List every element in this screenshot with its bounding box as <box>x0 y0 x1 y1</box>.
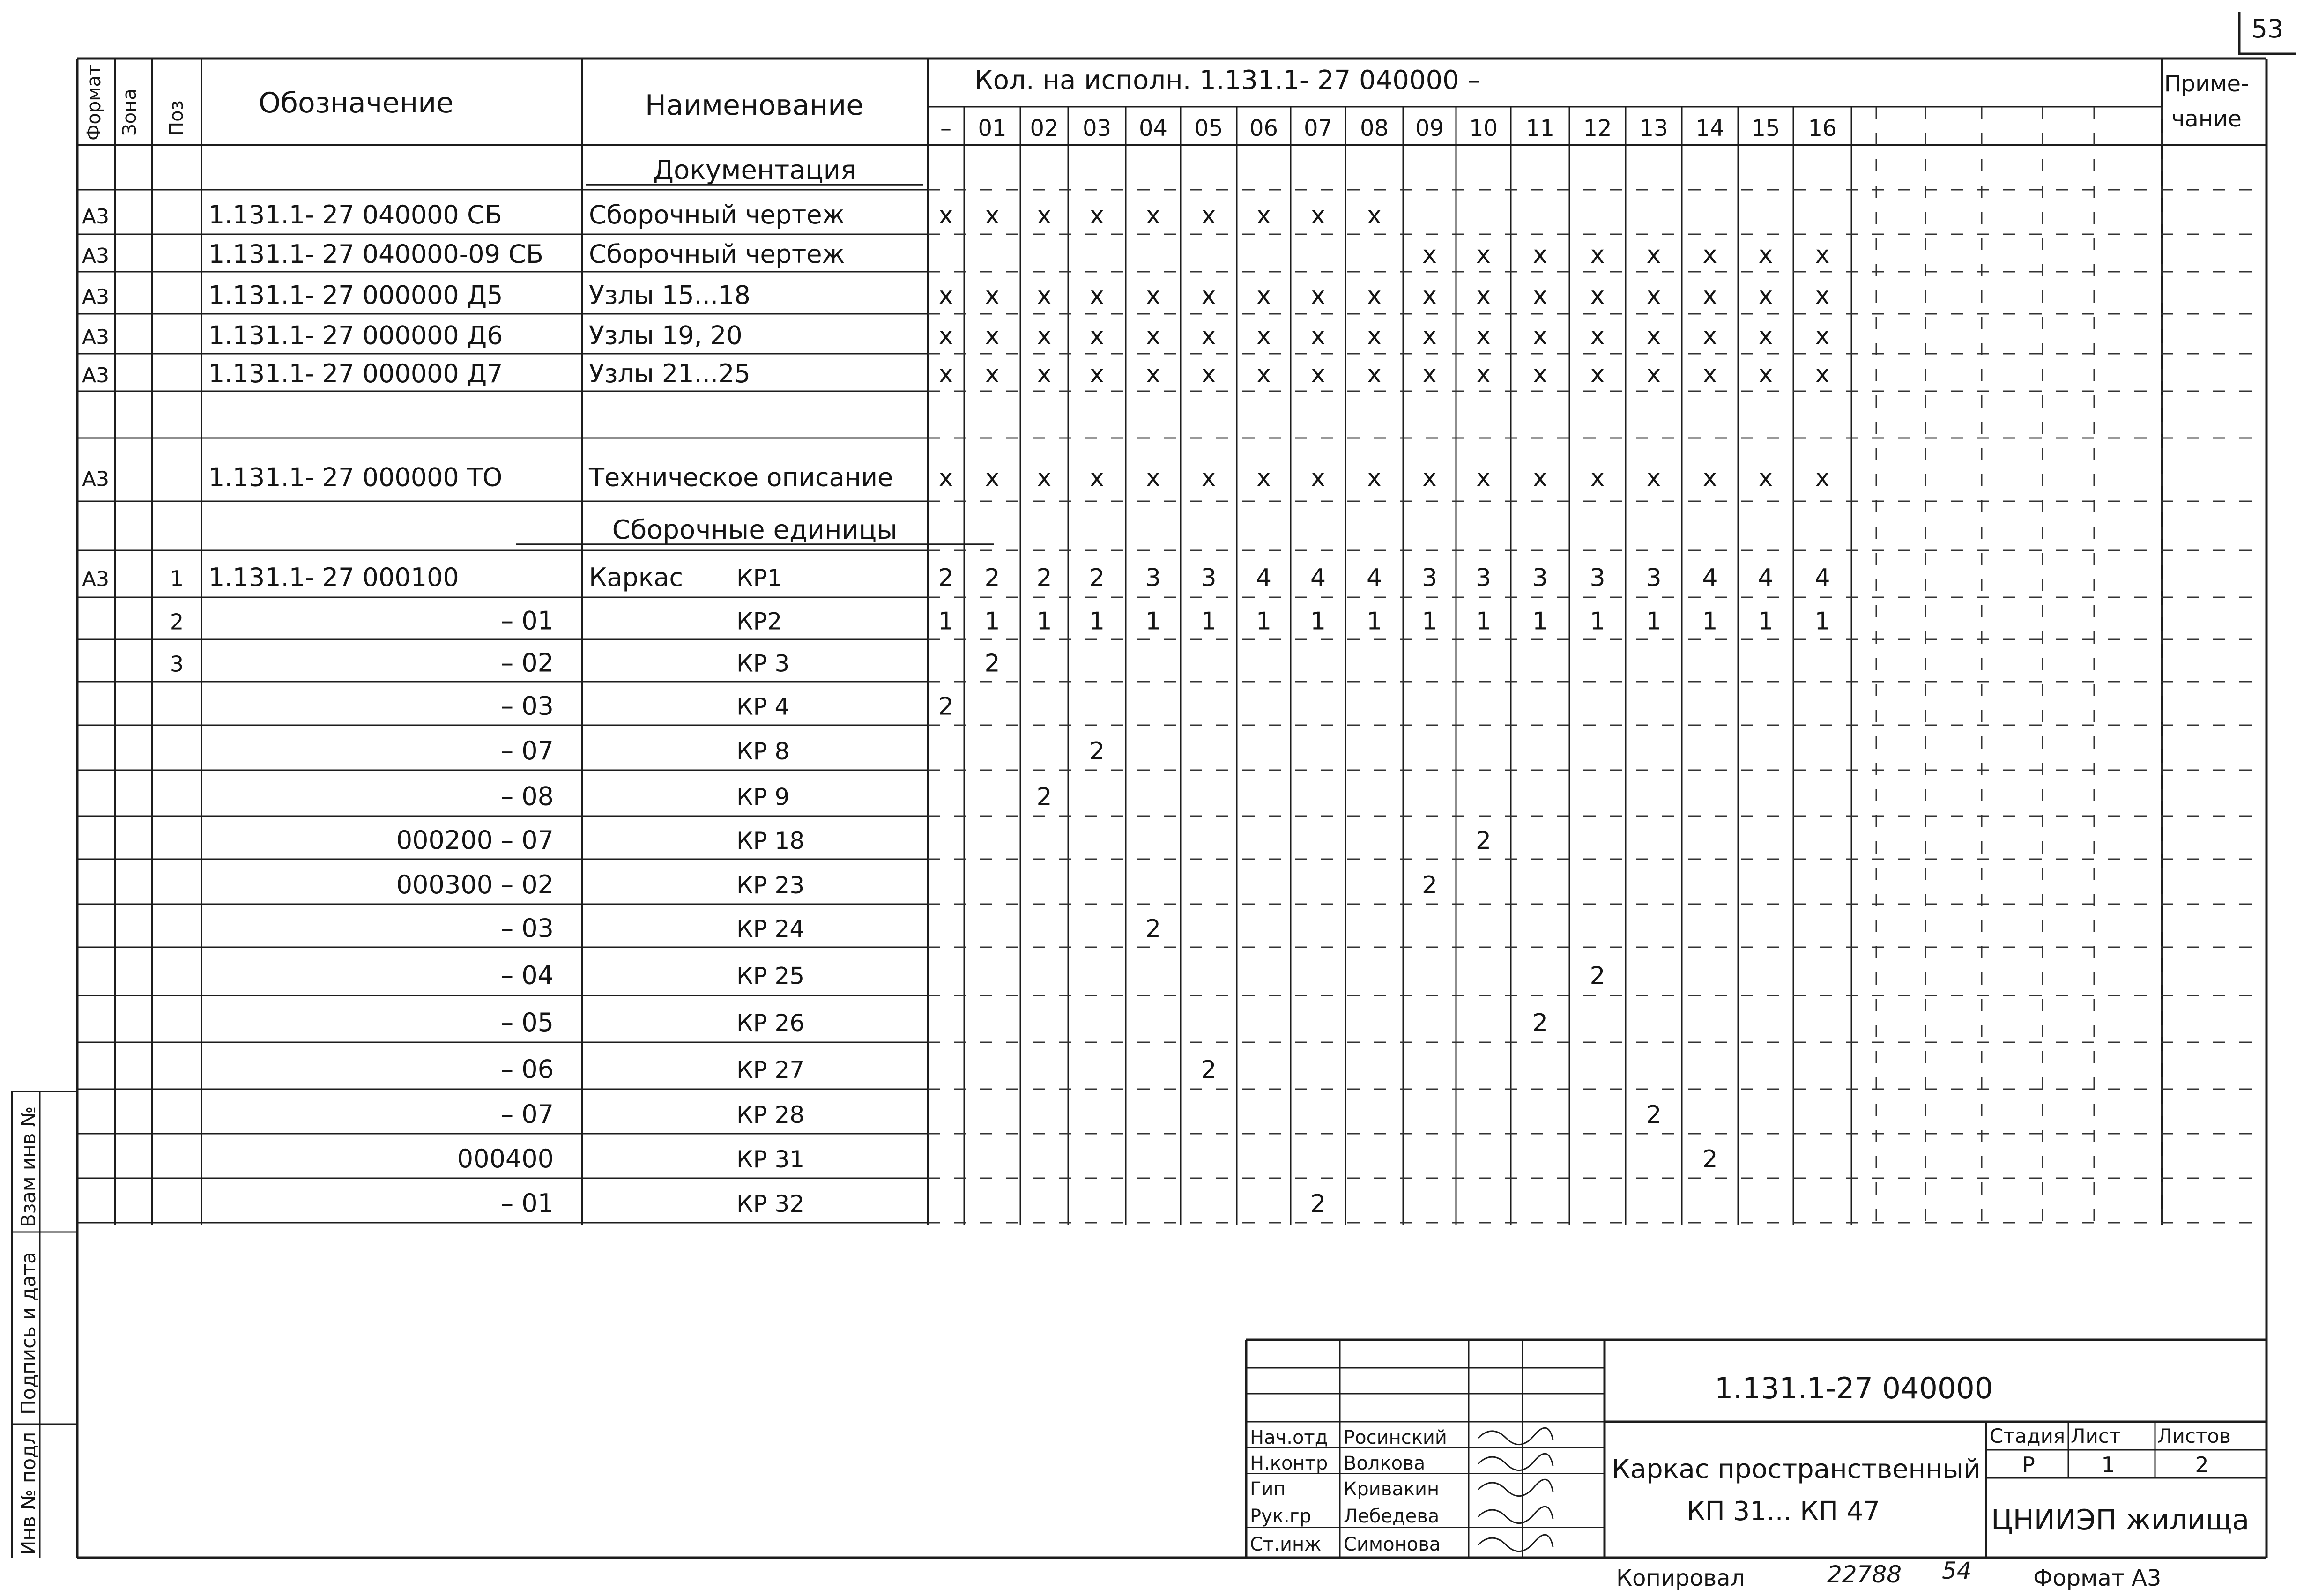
designation-cell: – 04 <box>501 960 554 990</box>
variant-label: 08 <box>1360 115 1389 141</box>
variant-label: 10 <box>1469 115 1498 141</box>
name-cell: Каркас <box>589 563 684 592</box>
qty-cell: x <box>1702 464 1717 492</box>
qty-cell: 2 <box>984 649 1000 678</box>
qty-cell: 4 <box>1310 564 1326 592</box>
qty-cell: x <box>938 282 953 310</box>
qty-cell: x <box>1476 360 1491 388</box>
mark-cell: КР 28 <box>736 1101 805 1129</box>
header-designation: Обозначение <box>258 87 454 119</box>
sheet-value: 1 <box>2101 1452 2115 1477</box>
mark-cell: КР1 <box>736 564 782 592</box>
qty-cell: x <box>1422 282 1437 310</box>
signature-scribble <box>1478 1428 1553 1444</box>
qty-cell: 2 <box>1145 914 1161 943</box>
stage-value: Р <box>2022 1452 2035 1477</box>
mark-cell: КР 31 <box>736 1146 805 1173</box>
qty-cell: 2 <box>1201 1056 1217 1084</box>
qty-cell: x <box>938 322 953 350</box>
table-row <box>501 691 953 721</box>
mark-cell: КР 4 <box>736 693 790 720</box>
variant-label: 03 <box>1082 115 1112 141</box>
designation-cell: 1.131.1- 27 000000 ТО <box>208 462 503 492</box>
qty-cell: x <box>1146 282 1160 310</box>
table-row <box>82 563 1830 592</box>
qty-cell: 3 <box>1590 564 1605 592</box>
header-zone: Зона <box>119 89 141 136</box>
qty-cell: 1 <box>1758 607 1774 636</box>
qty-cell: x <box>1646 464 1661 492</box>
title-line1: Каркас пространственный <box>1612 1454 1981 1485</box>
designation-cell: – 02 <box>501 648 554 678</box>
designation-cell: – 08 <box>501 781 554 811</box>
qty-cell: 1 <box>1475 607 1492 636</box>
qty-cell: 1 <box>938 607 954 636</box>
name-cell: Сборочный чертеж <box>589 239 845 269</box>
qty-cell: x <box>1201 322 1216 350</box>
qty-cell: 1 <box>1310 607 1326 636</box>
qty-cell: x <box>1367 282 1382 310</box>
qty-cell: x <box>1367 322 1382 350</box>
table-row <box>501 1008 1548 1037</box>
qty-cell: 2 <box>1532 1009 1548 1037</box>
designation-cell: 1.131.1- 27 040000-09 СБ <box>208 239 543 269</box>
format-cell: А3 <box>82 363 110 387</box>
header-pos: Поз <box>166 100 187 136</box>
qty-cell: 2 <box>1036 564 1052 592</box>
signature-scribble <box>1478 1507 1553 1523</box>
page-number-box <box>2239 12 2296 54</box>
qty-cell: x <box>1533 322 1547 350</box>
variant-label: 14 <box>1695 115 1724 141</box>
qty-cell: x <box>1090 464 1104 492</box>
pos-cell: 2 <box>170 609 184 635</box>
title-block <box>1250 1371 2249 1555</box>
qty-cell: x <box>1815 360 1830 388</box>
sheet-label: Лист <box>2071 1425 2121 1448</box>
qty-cell: x <box>1702 282 1717 310</box>
designation-cell: – 05 <box>501 1008 554 1037</box>
header-qty: Кол. на исполн. 1.131.1- 27 040000 – <box>974 65 1481 96</box>
section-row <box>586 155 923 186</box>
doc-number: 1.131.1-27 040000 <box>1715 1371 1993 1405</box>
qty-cell: x <box>1367 464 1382 492</box>
qty-cell: x <box>1590 240 1605 269</box>
qty-cell: x <box>1590 464 1605 492</box>
qty-cell: x <box>1422 360 1437 388</box>
table-row <box>82 359 1829 388</box>
qty-cell: x <box>1646 282 1661 310</box>
qty-cell: 2 <box>938 692 954 721</box>
qty-cell: x <box>1476 322 1491 350</box>
qty-cell: x <box>1422 322 1437 350</box>
qty-cell: x <box>1702 240 1717 269</box>
qty-cell: 4 <box>1702 564 1718 592</box>
qty-cell: 2 <box>1646 1101 1662 1129</box>
table-row <box>501 781 1052 811</box>
approval-name: Кривакин <box>1344 1478 1440 1500</box>
qty-cell: 1 <box>1089 607 1105 636</box>
signature-scribble <box>1478 1535 1553 1551</box>
qty-cell: x <box>1090 322 1104 350</box>
qty-cell: x <box>1422 464 1437 492</box>
variant-label: 06 <box>1249 115 1278 141</box>
qty-cell: x <box>1201 282 1216 310</box>
header-note-line2: чание <box>2171 106 2242 132</box>
qty-cell: x <box>1476 464 1491 492</box>
qty-cell: x <box>1646 240 1661 269</box>
table-row <box>82 239 1829 269</box>
mark-cell: КР 9 <box>736 783 790 811</box>
table-row <box>501 960 1605 990</box>
name-cell: Узлы 21...25 <box>589 358 751 388</box>
qty-cell: x <box>1146 360 1160 388</box>
qty-cell: x <box>1758 282 1773 310</box>
table-row <box>82 200 1382 230</box>
table-row <box>501 736 1105 765</box>
qty-cell: x <box>938 201 953 230</box>
qty-cell: x <box>1201 464 1216 492</box>
variant-label: 11 <box>1525 115 1555 141</box>
sheets-value: 2 <box>2195 1452 2209 1477</box>
qty-cell: 3 <box>1145 564 1161 592</box>
table-row <box>396 870 1437 899</box>
designation-cell: – 07 <box>501 1099 554 1129</box>
approval-name: Росинский <box>1344 1427 1447 1448</box>
sheets-label: Листов <box>2157 1425 2231 1448</box>
section-title: Документация <box>653 155 856 186</box>
side-stamp <box>17 1106 40 1555</box>
qty-cell: x <box>1590 360 1605 388</box>
qty-cell: 1 <box>1145 607 1161 636</box>
qty-cell: x <box>1311 464 1325 492</box>
designation-cell: 000400 <box>457 1144 554 1174</box>
qty-cell: x <box>1256 322 1271 350</box>
qty-cell: x <box>1590 322 1605 350</box>
mark-cell: КР 25 <box>736 962 805 990</box>
mark-cell: КР 24 <box>736 915 805 943</box>
name-cell: Сборочный чертеж <box>589 200 845 230</box>
qty-cell: x <box>938 464 953 492</box>
qty-cell: x <box>1422 240 1437 269</box>
qty-cell: x <box>1037 464 1052 492</box>
organization: ЦНИИЭП жилища <box>1991 1504 2250 1537</box>
qty-cell: 2 <box>1421 871 1438 899</box>
table-row <box>457 1144 1718 1173</box>
approval-name: Волкова <box>1344 1453 1426 1474</box>
designation-cell: – 07 <box>501 735 554 765</box>
signature-scribble <box>1478 1454 1553 1470</box>
table-row <box>82 280 1829 310</box>
qty-cell: x <box>1646 322 1661 350</box>
qty-cell: 1 <box>1646 607 1662 636</box>
mark-cell: КР 32 <box>736 1190 805 1218</box>
variant-label: 16 <box>1808 115 1837 141</box>
qty-cell: x <box>1037 322 1052 350</box>
designation-cell: 000200 – 07 <box>396 825 554 855</box>
qty-cell: x <box>1533 360 1547 388</box>
qty-cell: x <box>1146 201 1160 230</box>
section-row <box>516 515 994 545</box>
title-line2: КП 31... КП 47 <box>1687 1496 1880 1527</box>
qty-cell: x <box>1758 240 1773 269</box>
qty-cell: 4 <box>1256 564 1272 592</box>
page-number: 53 <box>2251 14 2284 44</box>
qty-cell: 1 <box>1702 607 1718 636</box>
mark-cell: КР 23 <box>736 871 805 899</box>
side-label-replace: Взам инв № <box>17 1106 40 1227</box>
qty-cell: x <box>1311 282 1325 310</box>
section-title: Сборочные единицы <box>612 514 898 545</box>
mark-cell: КР 27 <box>736 1056 805 1084</box>
qty-cell: x <box>985 282 1000 310</box>
qty-cell: x <box>1090 201 1104 230</box>
mark-cell: КР 26 <box>736 1010 805 1037</box>
approval-role: Ст.инж <box>1250 1534 1322 1555</box>
approval-list <box>1250 1427 1553 1555</box>
qty-cell: 3 <box>1475 564 1492 592</box>
name-cell: Техническое описание <box>589 462 893 492</box>
mark-cell: КР 8 <box>736 737 790 765</box>
header-format: Формат <box>83 64 105 141</box>
qty-cell: x <box>1590 282 1605 310</box>
qty-cell: 3 <box>1201 564 1217 592</box>
qty-cell: 1 <box>1201 607 1217 636</box>
table-body <box>82 155 1830 1218</box>
qty-cell: 1 <box>984 607 1000 636</box>
qty-cell: x <box>985 360 1000 388</box>
variant-label: 15 <box>1751 115 1780 141</box>
qty-cell: x <box>985 201 1000 230</box>
name-cell: Узлы 19, 20 <box>589 320 743 350</box>
variant-header-row <box>940 115 1837 141</box>
qty-cell: 1 <box>1366 607 1382 636</box>
copy-number: 22788 <box>1827 1561 1902 1588</box>
table-row <box>396 825 1491 855</box>
variant-label: 02 <box>1030 115 1059 141</box>
qty-cell: 2 <box>1036 783 1052 811</box>
qty-cell: x <box>1702 322 1717 350</box>
qty-cell: 2 <box>1590 962 1605 990</box>
designation-cell: 1.131.1- 27 000000 Д6 <box>208 320 503 350</box>
variant-label: 01 <box>978 115 1007 141</box>
approval-role: Н.контр <box>1250 1453 1328 1474</box>
variant-label: 07 <box>1303 115 1333 141</box>
footer <box>1616 1557 2161 1591</box>
qty-cell: x <box>1256 201 1271 230</box>
qty-cell: 4 <box>1366 564 1382 592</box>
qty-cell: x <box>1256 360 1271 388</box>
qty-cell: 2 <box>1310 1190 1326 1218</box>
qty-cell: x <box>1311 201 1325 230</box>
qty-cell: 2 <box>984 564 1000 592</box>
format-cell: А3 <box>82 205 110 229</box>
qty-cell: x <box>1815 464 1830 492</box>
format-label: Формат А3 <box>2033 1565 2162 1591</box>
approval-name: Лебедева <box>1344 1506 1440 1527</box>
qty-cell: x <box>1758 322 1773 350</box>
qty-cell: x <box>1367 201 1382 230</box>
copied-label: Копировал <box>1616 1565 1745 1591</box>
qty-cell: x <box>1146 464 1160 492</box>
qty-cell: 4 <box>1814 564 1830 592</box>
designation-cell: 1.131.1- 27 000000 Д5 <box>208 280 503 310</box>
mark-cell: КР 3 <box>736 650 790 677</box>
header-name: Наименование <box>645 89 864 122</box>
qty-cell: x <box>1815 322 1830 350</box>
qty-cell: x <box>1476 282 1491 310</box>
designation-cell: – 06 <box>501 1054 554 1084</box>
qty-cell: x <box>1037 360 1052 388</box>
variant-label: – <box>940 115 951 141</box>
designation-cell: 1.131.1- 27 040000 СБ <box>208 200 502 230</box>
qty-cell: x <box>1201 360 1216 388</box>
qty-cell: x <box>1256 464 1271 492</box>
qty-cell: x <box>1533 282 1547 310</box>
qty-cell: x <box>1702 360 1717 388</box>
qty-cell: x <box>1037 282 1052 310</box>
pos-cell: 3 <box>170 651 184 677</box>
table-row <box>501 1054 1216 1084</box>
qty-cell: 4 <box>1758 564 1774 592</box>
qty-cell: x <box>1815 240 1830 269</box>
mark-cell: КР2 <box>736 608 782 635</box>
qty-cell: 2 <box>1702 1145 1718 1174</box>
table-header <box>83 65 2249 141</box>
qty-cell: 3 <box>1421 564 1438 592</box>
format-cell: А3 <box>82 325 110 349</box>
qty-cell: x <box>1201 201 1216 230</box>
qty-cell: x <box>1311 322 1325 350</box>
qty-cell: 1 <box>1814 607 1830 636</box>
designation-cell: – 03 <box>501 691 554 721</box>
approval-role: Нач.отд <box>1250 1427 1328 1448</box>
qty-cell: x <box>985 322 1000 350</box>
designation-cell: 000300 – 02 <box>396 869 554 899</box>
designation-cell: – 01 <box>501 606 554 636</box>
format-cell: А3 <box>82 467 110 491</box>
qty-cell: x <box>985 464 1000 492</box>
variant-label: 12 <box>1583 115 1612 141</box>
qty-cell: 1 <box>1532 607 1548 636</box>
qty-cell: x <box>1533 464 1547 492</box>
qty-cell: x <box>938 360 953 388</box>
stage-label: Стадия <box>1990 1425 2066 1448</box>
qty-cell: 1 <box>1421 607 1438 636</box>
table-row <box>82 463 1829 492</box>
qty-cell: x <box>1476 240 1491 269</box>
qty-cell: x <box>1815 282 1830 310</box>
qty-cell: x <box>1146 322 1160 350</box>
qty-cell: 1 <box>1590 607 1605 636</box>
approval-role: Гип <box>1250 1478 1286 1500</box>
table-row <box>501 913 1161 943</box>
qty-cell: x <box>1367 360 1382 388</box>
variant-label: 05 <box>1194 115 1223 141</box>
qty-cell: x <box>1090 360 1104 388</box>
table-row <box>170 606 1830 635</box>
qty-cell: 3 <box>1532 564 1548 592</box>
table-row <box>82 321 1829 350</box>
qty-cell: x <box>1311 360 1325 388</box>
qty-cell: x <box>1758 360 1773 388</box>
qty-cell: x <box>1256 282 1271 310</box>
qty-cell: x <box>1533 240 1547 269</box>
qty-cell: 1 <box>1036 607 1052 636</box>
mark-cell: КР 18 <box>736 827 805 854</box>
copy-page: 54 <box>1942 1557 1972 1584</box>
table-row <box>170 648 1000 677</box>
header-note-line1: Приме- <box>2164 71 2249 97</box>
table-row <box>501 1099 1661 1129</box>
name-cell: Узлы 15...18 <box>589 280 751 310</box>
qty-cell: 3 <box>1646 564 1662 592</box>
qty-cell: 1 <box>1256 607 1272 636</box>
format-cell: А3 <box>82 567 110 591</box>
qty-cell: 2 <box>938 564 954 592</box>
pos-cell: 1 <box>170 566 184 591</box>
variant-label: 13 <box>1639 115 1668 141</box>
qty-cell: 2 <box>1475 826 1492 855</box>
qty-cell: x <box>1037 201 1052 230</box>
approval-role: Рук.гр <box>1250 1506 1312 1527</box>
qty-cell: x <box>1090 282 1104 310</box>
qty-cell: x <box>1758 464 1773 492</box>
signature-scribble <box>1478 1479 1553 1496</box>
side-label-inv: Инв № подл <box>17 1432 40 1555</box>
designation-cell: 1.131.1- 27 000100 <box>208 563 459 592</box>
format-cell: А3 <box>82 285 110 309</box>
qty-cell: 2 <box>1089 564 1105 592</box>
variant-label: 04 <box>1138 115 1168 141</box>
variant-label: 09 <box>1415 115 1444 141</box>
qty-cell: x <box>1646 360 1661 388</box>
approval-name: Симонова <box>1344 1534 1441 1555</box>
qty-cell: 2 <box>1089 737 1105 765</box>
table-row <box>501 1188 1326 1218</box>
designation-cell: – 03 <box>501 913 554 943</box>
designation-cell: – 01 <box>501 1188 554 1218</box>
side-label-sign: Подпись и дата <box>17 1252 40 1415</box>
format-cell: А3 <box>82 244 110 268</box>
designation-cell: 1.131.1- 27 000000 Д7 <box>208 358 503 388</box>
